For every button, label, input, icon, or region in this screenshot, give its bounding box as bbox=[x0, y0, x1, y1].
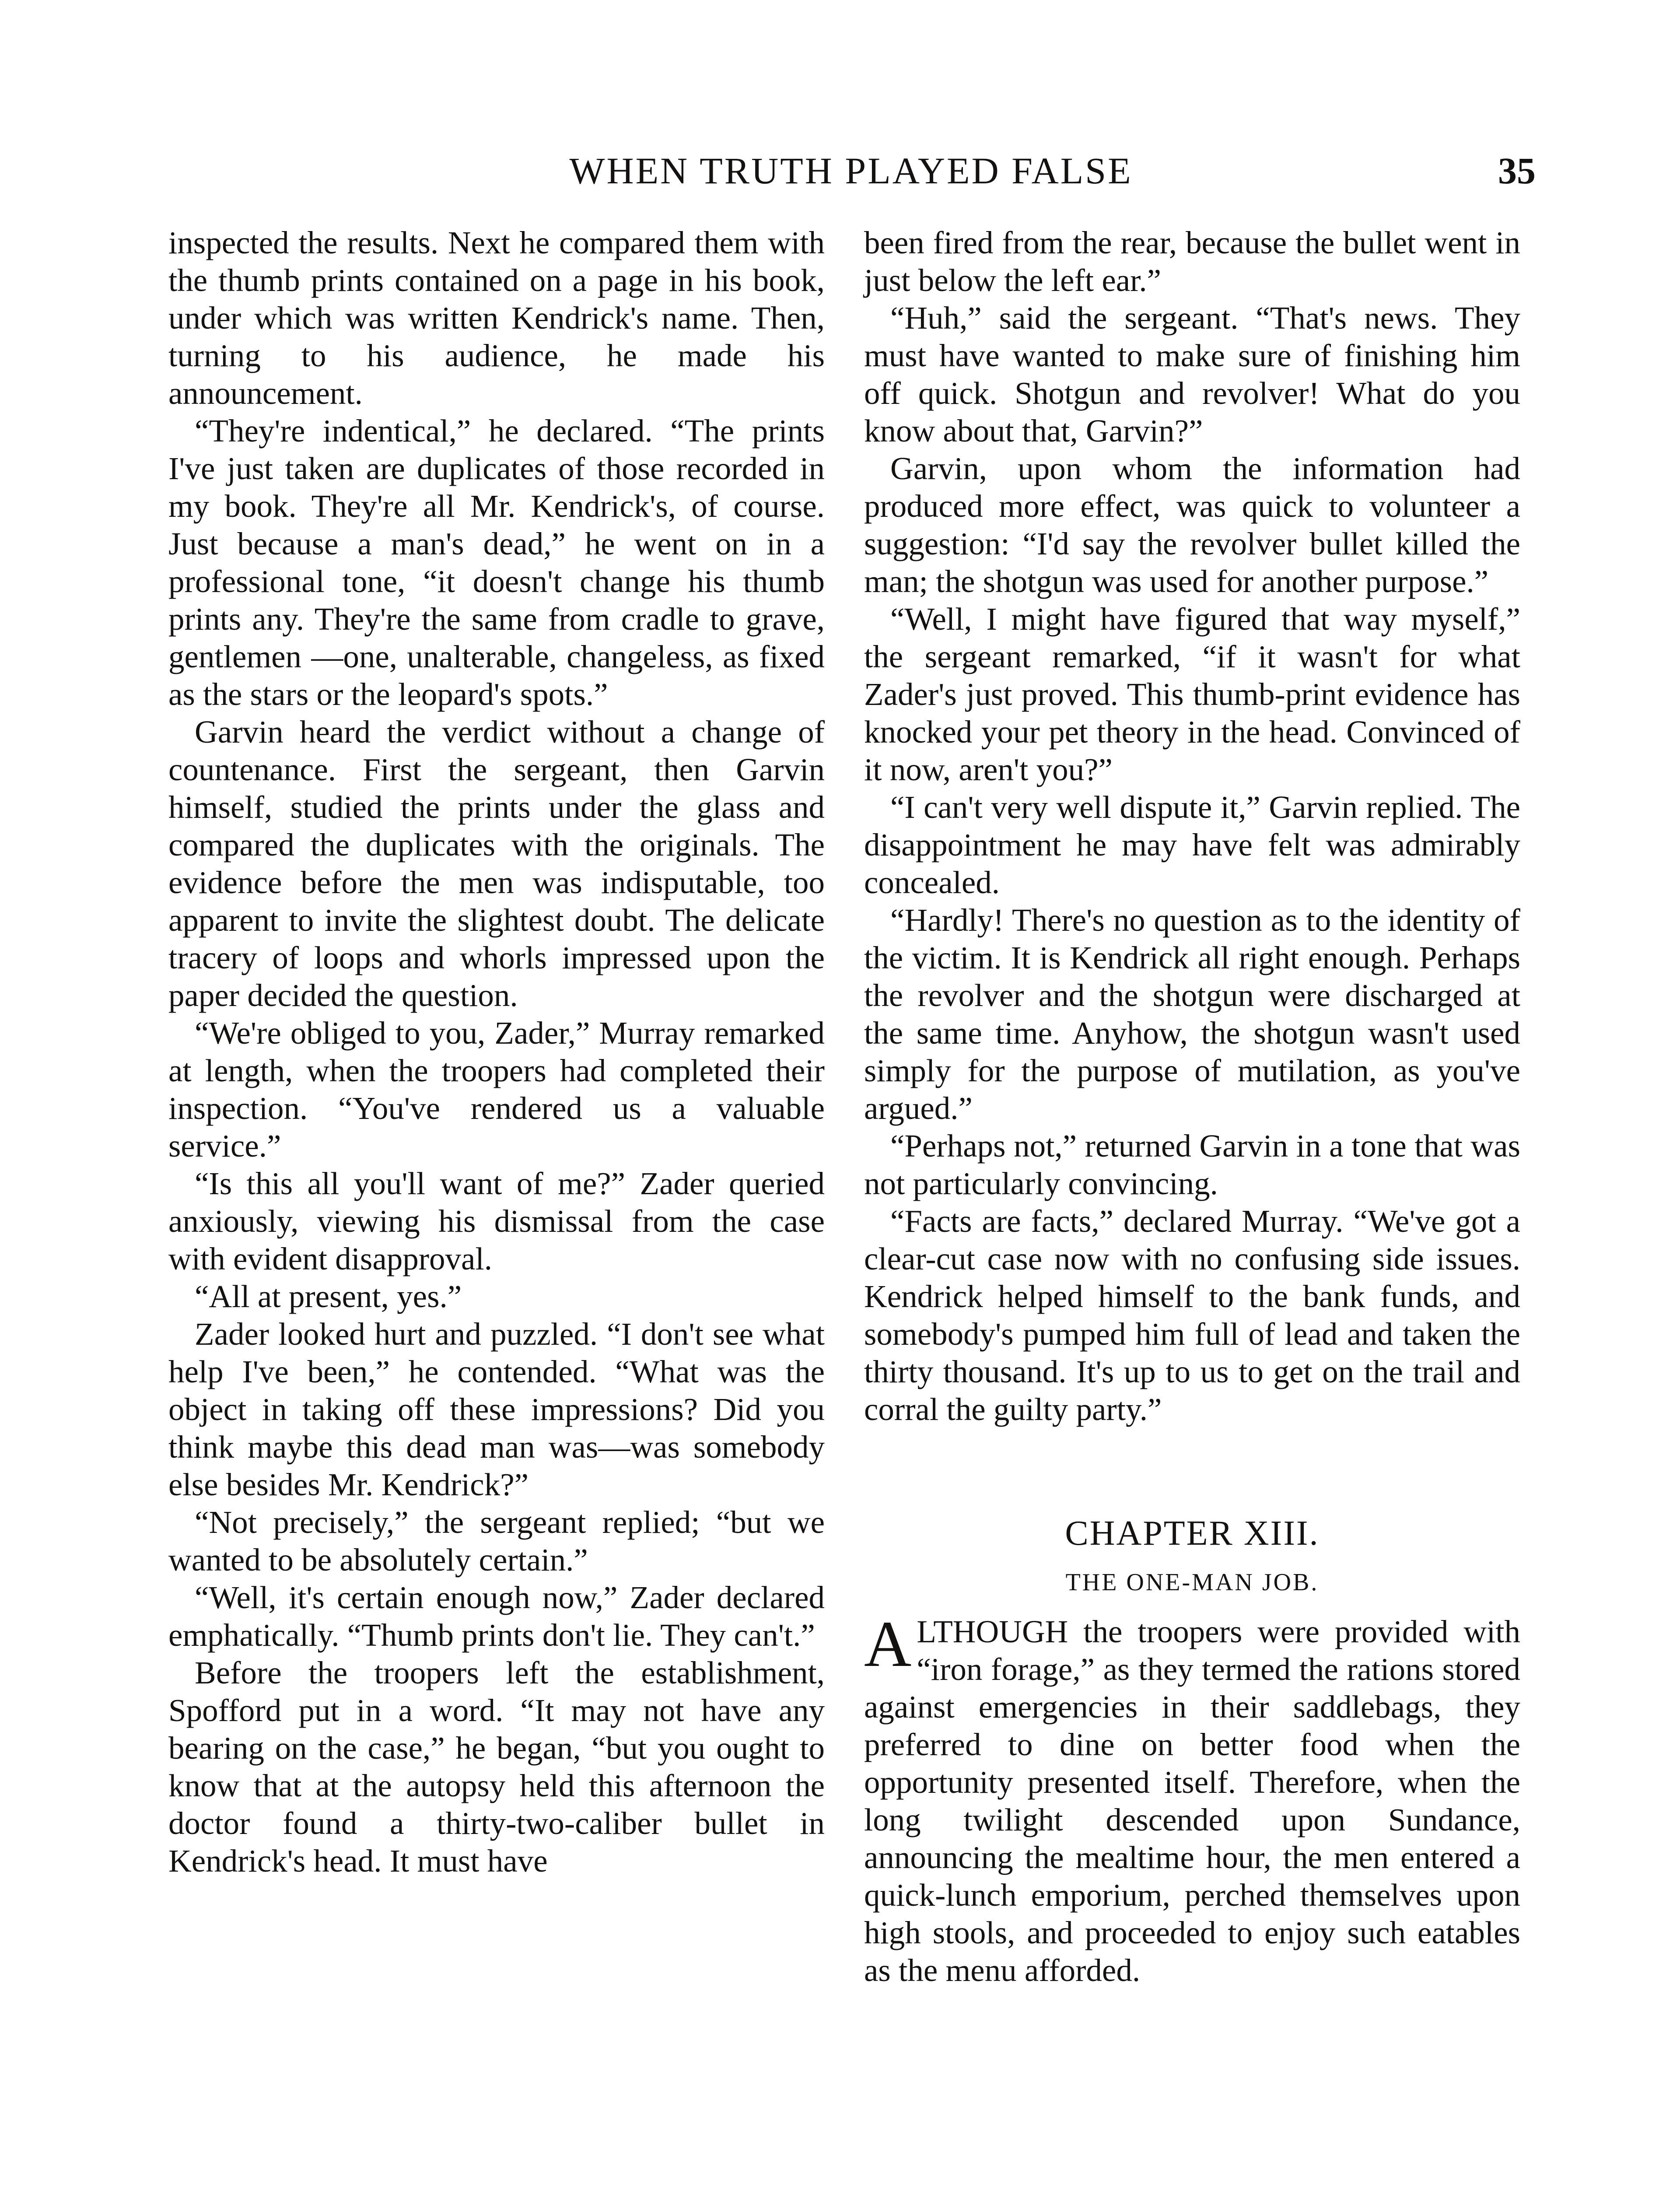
chapter-subtitle: THE ONE-MAN JOB. bbox=[1065, 1569, 1319, 1596]
paragraph: “I can't very well dispute it,” Garvin replied. The disappointment he may have felt was admirably concealed. bbox=[864, 789, 1520, 900]
paragraph: “Huh,” said the sergeant. “That's news. They must have wanted to make sure of finishing him off quick. Shotgun and revolver! What do you know about that, Garvin?” bbox=[864, 300, 1520, 449]
paragraph: “Well, I might have figured that way myself,” the sergeant remarked, “if it wasn't for what Zader's just proved. This thumb-print evidence has knocked your pet theory in the head. Convinced of it now, aren't you?” bbox=[864, 601, 1520, 787]
drop-cap: A bbox=[864, 1608, 912, 1680]
paragraph: Garvin heard the verdict without a change of countenance. First the sergeant, then Garvin himself, studied the prints under the glass and compared the duplicates with the originals. The evidence before the men was indisputable, too apparent to invite the slightest doubt. The delicate tracery of loops and whorls impressed upon the paper decided the question. bbox=[168, 714, 825, 1013]
left-column bbox=[168, 224, 825, 1880]
paragraph: inspected the results. Next he compared them with the thumb prints contained on a page in his book, under which was written Kendrick's name. Then, turning to his audience, he made his announcement. bbox=[168, 225, 825, 411]
chapter-heading: CHAPTER XIII. bbox=[1065, 1514, 1320, 1553]
paragraph: “Not precisely,” the sergeant replied; “but we wanted to be absolutely certain.” bbox=[168, 1504, 825, 1578]
paragraph: “Well, it's certain enough now,” Zader declared emphatically. “Thumb prints don't lie. They can't.” bbox=[168, 1580, 825, 1653]
paragraph: “Perhaps not,” returned Garvin in a tone that was not particularly convincing. bbox=[864, 1128, 1520, 1201]
page-number: 35 bbox=[1498, 150, 1536, 192]
paragraph: “They're indentical,” he declared. “The prints I've just taken are duplicates of those recorded in my book. They're all Mr. Kendrick's, of course. Just because a man's dead,” he went on in a professional tone, “it doesn't change his thumb prints any. They're the same from cradle to grave, gentlemen —one, unalterable, changeless, as fixed as the stars or the leopard's spots.” bbox=[168, 413, 825, 712]
paragraph: Before the troopers left the establishment, Spofford put in a word. “It may not have any bearing on the case,” he began, “but you ought to know that at the autopsy held this afternoon the doctor found a thirty-two-caliber bullet in Kendrick's head. It must have bbox=[168, 1655, 825, 1879]
paragraph: Garvin, upon whom the information had produced more effect, was quick to volunteer a suggestion: “I'd say the revolver bullet killed the man; the shotgun was used for another purpose.” bbox=[864, 451, 1520, 599]
paragraph: “We're obliged to you, Zader,” Murray remarked at length, when the troopers had completed their inspection. “You've rendered us a valuable service.” bbox=[168, 1015, 825, 1164]
paragraph: been fired from the rear, because the bullet went in just below the left ear.” bbox=[864, 225, 1520, 298]
paragraph: “All at present, yes.” bbox=[195, 1279, 462, 1314]
paragraph: “Hardly! There's no question as to the identity of the victim. It is Kendrick all right enough. Perhaps the revolver and the shotgun were discharged at the same time. Anyhow, the shotgun wasn't used simply for the purpose of mutilation, as you've argued.” bbox=[864, 902, 1520, 1126]
paragraph: “Is this all you'll want of me?” Zader queried anxiously, viewing his dismissal from the case with evident disapproval. bbox=[168, 1166, 825, 1276]
chapter-opening-paragraph bbox=[864, 1608, 1520, 1989]
running-title: WHEN TRUTH PLAYED FALSE bbox=[569, 150, 1133, 192]
right-column bbox=[864, 224, 1520, 1989]
page-header bbox=[166, 144, 1536, 197]
paragraph: “Facts are facts,” declared Murray. “We've got a clear-cut case now with no confusing side issues. Kendrick helped himself to the bank funds, and somebody's pumped him full of lead and taken the thirty thousand. It's up to us to get on the trail and corral the guilty party.” bbox=[864, 1203, 1520, 1427]
chapter-opening-text: LTHOUGH the troopers were provided with “iron forage,” as they termed the rations stored against emergencies in their saddlebags, they preferred to dine on better food when the opportunity presented itself. Therefore, when the long twilight descended upon Sundance, announcing the mealtime hour, the men entered a quick-lunch emporium, perched themselves upon high stools, and proceeded to enjoy such eatables as the menu afforded. bbox=[864, 1614, 1520, 1988]
paragraph: Zader looked hurt and puzzled. “I don't see what help I've been,” he contended. “What was the object in taking off these impressions? Did you think maybe this dead man was—was somebody else besides Mr. Kendrick?” bbox=[168, 1316, 825, 1502]
